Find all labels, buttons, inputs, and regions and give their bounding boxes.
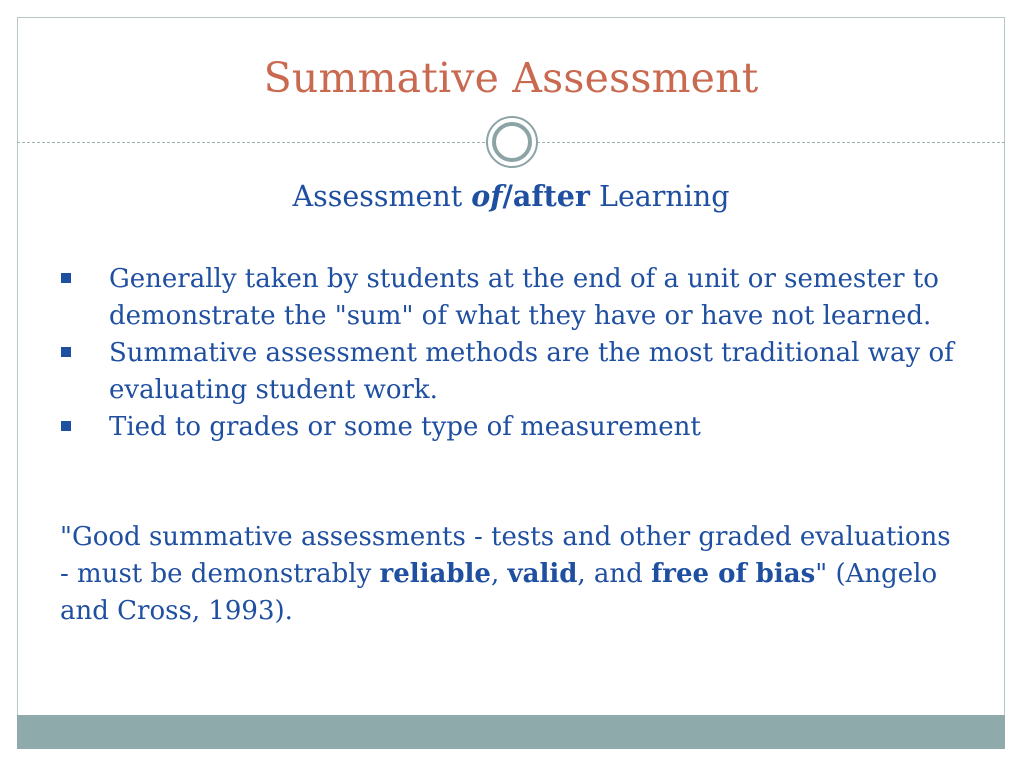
- square-bullet-icon: [61, 347, 71, 357]
- bullet-list: [60, 261, 960, 446]
- subtitle-of: of: [471, 179, 503, 213]
- slide-title: Summative Assessment: [263, 54, 759, 102]
- square-bullet-icon: [61, 421, 71, 431]
- quote-sep-2: , and: [577, 559, 652, 589]
- citation-quote: [60, 519, 960, 630]
- subtitle-suffix: Learning: [589, 180, 730, 213]
- bullet-item: [60, 335, 960, 409]
- quote-sep-1: ,: [490, 559, 508, 589]
- footer-band: [17, 715, 1005, 749]
- slide-subtitle: [17, 174, 1005, 219]
- quote-part-1: "Good summative assessments - tests and other graded evaluations - must be demonstrably: [60, 522, 951, 589]
- bullet-text: Generally taken by students at the end of a unit or semester to demonstrate the "sum" of what they have or have not learned.: [109, 264, 939, 331]
- quote-valid: valid: [507, 559, 578, 589]
- square-bullet-icon: [61, 273, 71, 283]
- quote-reliable: reliable: [379, 559, 491, 589]
- subtitle-after: /after: [502, 179, 590, 213]
- quote-part-2: " (Angelo and Cross, 1993).: [60, 559, 938, 626]
- ring-ornament-icon: [486, 116, 538, 168]
- bullet-item: [60, 409, 960, 446]
- bullet-item: [60, 261, 960, 335]
- quote-free-of-bias: free of bias: [651, 559, 816, 589]
- subtitle-prefix: Assessment: [292, 180, 472, 213]
- bullet-text: Summative assessment methods are the most traditional way of evaluating student work.: [109, 338, 954, 405]
- bullet-text: Tied to grades or some type of measurement: [109, 412, 701, 442]
